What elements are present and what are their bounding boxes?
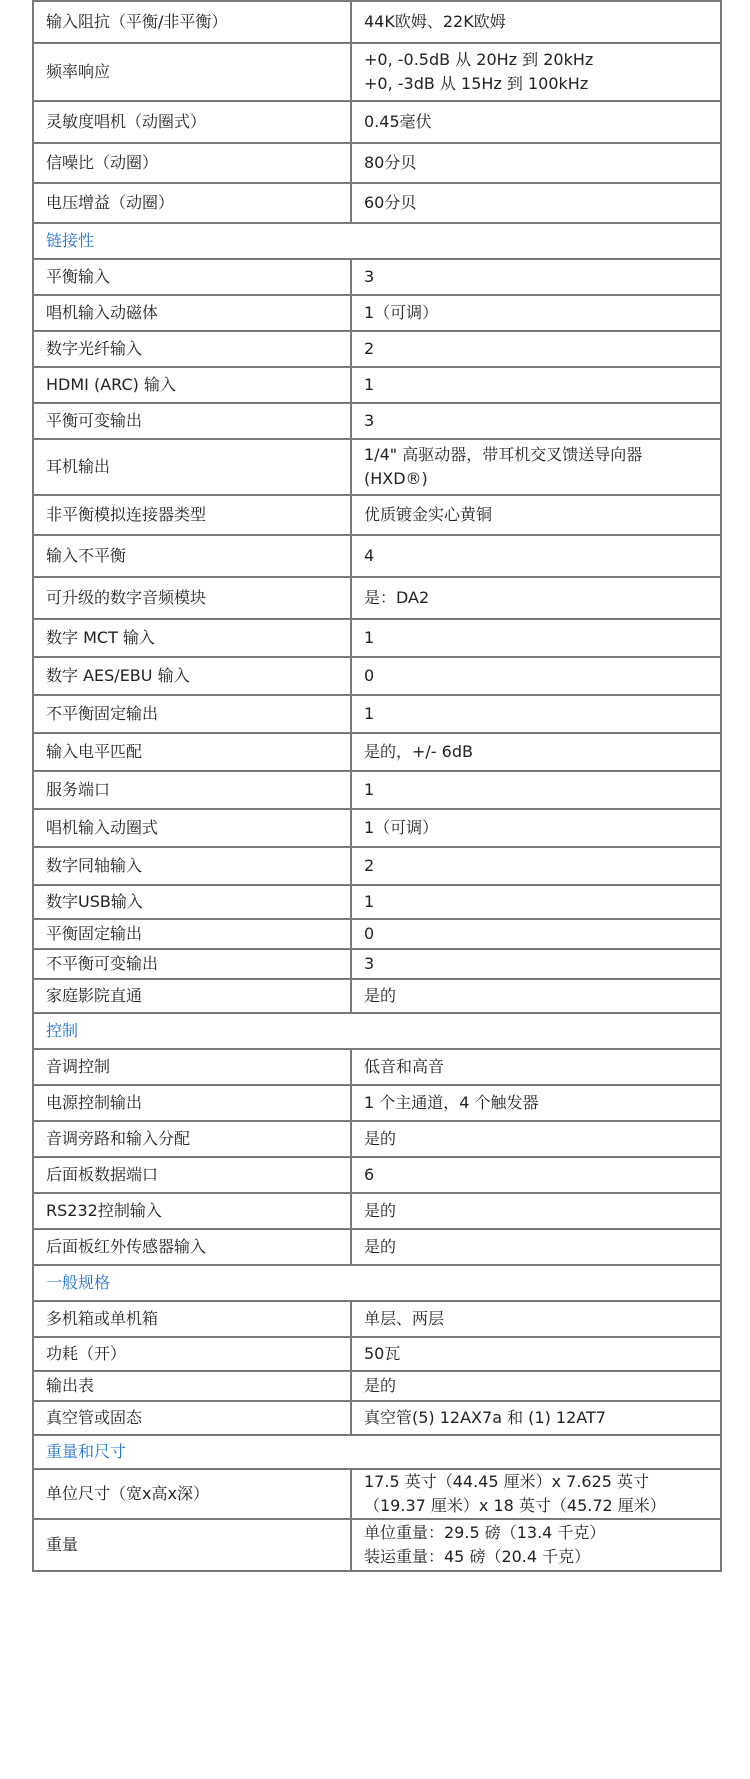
spec-value [351, 1121, 721, 1157]
spec-row [33, 949, 721, 979]
spec-row [33, 43, 721, 101]
spec-label: 输入不平衡 [33, 535, 351, 577]
spec-value-line: 低音和高音 [364, 1057, 445, 1076]
spec-label: RS232控制输入 [33, 1193, 351, 1229]
spec-row [33, 1193, 721, 1229]
spec-label: 真空管或固态 [33, 1401, 351, 1435]
spec-value [351, 295, 721, 331]
spec-label: 频率响应 [33, 43, 351, 101]
spec-value [351, 619, 721, 657]
spec-value [351, 1469, 721, 1519]
spec-value [351, 367, 721, 403]
spec-label: 输入电平匹配 [33, 733, 351, 771]
spec-label: 电源控制输出 [33, 1085, 351, 1121]
spec-value-line: 优质镀金实心黄铜 [364, 505, 493, 524]
spec-label: 功耗（开） [33, 1337, 351, 1371]
spec-row [33, 1371, 721, 1401]
spec-row [33, 577, 721, 619]
spec-row [33, 657, 721, 695]
section-heading: 一般规格 [33, 1265, 721, 1301]
spec-row [33, 1085, 721, 1121]
spec-row [33, 733, 721, 771]
spec-value [351, 847, 721, 885]
spec-value-line: 0 [364, 924, 375, 943]
spec-value [351, 101, 721, 143]
spec-value-line: 60分贝 [364, 193, 417, 212]
spec-label: 多机箱或单机箱 [33, 1301, 351, 1337]
section-heading: 链接性 [33, 223, 721, 259]
spec-value-line: 1 [364, 780, 375, 799]
spec-value-line: (HXD®) [364, 469, 428, 488]
spec-value [351, 535, 721, 577]
spec-value-line: 装运重量：45 磅（20.4 千克） [364, 1547, 591, 1566]
spec-value-line: 80分贝 [364, 153, 417, 172]
spec-value-line: 6 [364, 1165, 375, 1184]
spec-label: 家庭影院直通 [33, 979, 351, 1013]
spec-value-line: 0.45毫伏 [364, 112, 432, 131]
spec-row [33, 1121, 721, 1157]
spec-value-line: 50瓦 [364, 1344, 401, 1363]
spec-label: 输入阻抗（平衡/非平衡） [33, 1, 351, 43]
spec-value [351, 919, 721, 949]
spec-value [351, 1337, 721, 1371]
spec-value-line: 是：DA2 [364, 588, 430, 607]
spec-label: 音调控制 [33, 1049, 351, 1085]
spec-value-line: 是的 [364, 1376, 397, 1395]
spec-row [33, 439, 721, 495]
spec-value-line: 是的 [364, 986, 397, 1005]
spec-value-line: +0, -3dB 从 15Hz 到 100kHz [364, 74, 589, 93]
spec-value-line: 2 [364, 339, 375, 358]
spec-value [351, 1157, 721, 1193]
spec-label: 耳机输出 [33, 439, 351, 495]
spec-value [351, 259, 721, 295]
spec-row [33, 1519, 721, 1571]
spec-value [351, 495, 721, 535]
spec-value-line: 是的，+/- 6dB [364, 742, 473, 761]
spec-label: 数字光纤输入 [33, 331, 351, 367]
spec-value-line: 单层、两层 [364, 1309, 445, 1328]
spec-value-line: 单位重量：29.5 磅（13.4 千克） [364, 1523, 606, 1542]
section-heading: 控制 [33, 1013, 721, 1049]
spec-value-line: 真空管(5) 12AX7a 和 (1) 12AT7 [364, 1408, 606, 1427]
spec-label: 唱机输入动圈式 [33, 809, 351, 847]
spec-value-line: 17.5 英寸（44.45 厘米）x 7.625 英寸 [364, 1472, 650, 1491]
spec-table-body [33, 1, 721, 1571]
spec-value [351, 771, 721, 809]
spec-label: 单位尺寸（宽x高x深） [33, 1469, 351, 1519]
spec-value-line: 1 [364, 892, 375, 911]
spec-label: 数字USB输入 [33, 885, 351, 919]
spec-row [33, 1229, 721, 1265]
spec-row [33, 1337, 721, 1371]
spec-label: 后面板红外传感器输入 [33, 1229, 351, 1265]
spec-value-line: 1 [364, 375, 375, 394]
spec-value-line: 是的 [364, 1129, 397, 1148]
spec-value [351, 143, 721, 183]
spec-value [351, 949, 721, 979]
spec-row [33, 1301, 721, 1337]
spec-value [351, 1301, 721, 1337]
spec-label: 电压增益（动圈） [33, 183, 351, 223]
spec-label: 不平衡可变输出 [33, 949, 351, 979]
spec-value [351, 695, 721, 733]
spec-value-line: 1/4" 高驱动器，带耳机交叉馈送导向器 [364, 445, 643, 464]
spec-row [33, 1157, 721, 1193]
spec-value-line: （19.37 厘米）x 18 英寸（45.72 厘米） [364, 1496, 666, 1515]
spec-row [33, 535, 721, 577]
spec-row [33, 847, 721, 885]
section-heading: 重量和尺寸 [33, 1435, 721, 1469]
spec-row [33, 403, 721, 439]
section-row [33, 1435, 721, 1469]
spec-row [33, 695, 721, 733]
spec-value-line: 1 个主通道，4 个触发器 [364, 1093, 539, 1112]
spec-value-line: 1（可调） [364, 303, 439, 322]
spec-label: 数字 MCT 输入 [33, 619, 351, 657]
spec-label: 平衡固定输出 [33, 919, 351, 949]
spec-row [33, 495, 721, 535]
spec-value [351, 809, 721, 847]
spec-value [351, 1193, 721, 1229]
spec-value [351, 979, 721, 1013]
spec-label: 平衡输入 [33, 259, 351, 295]
spec-row [33, 919, 721, 949]
spec-value-line: 3 [364, 954, 375, 973]
spec-row [33, 1, 721, 43]
spec-row [33, 101, 721, 143]
spec-row [33, 885, 721, 919]
spec-label: 灵敏度唱机（动圈式） [33, 101, 351, 143]
spec-value-line: 44K欧姆、22K欧姆 [364, 12, 506, 31]
spec-row [33, 619, 721, 657]
spec-value [351, 1519, 721, 1571]
spec-value [351, 183, 721, 223]
spec-value [351, 733, 721, 771]
spec-table [32, 0, 722, 1572]
spec-label: 唱机输入动磁体 [33, 295, 351, 331]
spec-value-line: +0, -0.5dB 从 20Hz 到 20kHz [364, 50, 594, 69]
spec-value-line: 1 [364, 628, 375, 647]
spec-value [351, 1401, 721, 1435]
spec-row [33, 1049, 721, 1085]
spec-value-line: 是的 [364, 1201, 397, 1220]
section-row [33, 223, 721, 259]
spec-value-line: 1 [364, 704, 375, 723]
spec-row [33, 143, 721, 183]
spec-label: 不平衡固定输出 [33, 695, 351, 733]
section-row [33, 1013, 721, 1049]
spec-value-line: 是的 [364, 1237, 397, 1256]
spec-value-line: 3 [364, 267, 375, 286]
spec-value [351, 657, 721, 695]
spec-value [351, 885, 721, 919]
spec-label: 输出表 [33, 1371, 351, 1401]
spec-value-line: 3 [364, 411, 375, 430]
section-row [33, 1265, 721, 1301]
spec-value-line: 0 [364, 666, 375, 685]
spec-value [351, 1371, 721, 1401]
spec-value [351, 1, 721, 43]
spec-label: 非平衡模拟连接器类型 [33, 495, 351, 535]
spec-row [33, 1469, 721, 1519]
spec-value [351, 1049, 721, 1085]
spec-label: 后面板数据端口 [33, 1157, 351, 1193]
spec-value [351, 403, 721, 439]
spec-row [33, 295, 721, 331]
spec-label: HDMI (ARC) 输入 [33, 367, 351, 403]
spec-row [33, 259, 721, 295]
spec-value [351, 1085, 721, 1121]
spec-label: 数字 AES/EBU 输入 [33, 657, 351, 695]
spec-value [351, 1229, 721, 1265]
spec-value-line: 4 [364, 546, 375, 565]
spec-value [351, 331, 721, 367]
spec-value-line: 1（可调） [364, 818, 439, 837]
spec-value [351, 439, 721, 495]
spec-row [33, 979, 721, 1013]
spec-label: 音调旁路和输入分配 [33, 1121, 351, 1157]
spec-value [351, 577, 721, 619]
spec-label: 可升级的数字音频模块 [33, 577, 351, 619]
spec-row [33, 183, 721, 223]
spec-row [33, 331, 721, 367]
spec-row [33, 809, 721, 847]
spec-label: 服务端口 [33, 771, 351, 809]
spec-row [33, 367, 721, 403]
spec-value [351, 43, 721, 101]
spec-row [33, 771, 721, 809]
spec-label: 重量 [33, 1519, 351, 1571]
spec-label: 数字同轴输入 [33, 847, 351, 885]
spec-row [33, 1401, 721, 1435]
spec-label: 平衡可变输出 [33, 403, 351, 439]
spec-label: 信噪比（动圈） [33, 143, 351, 183]
spec-value-line: 2 [364, 856, 375, 875]
